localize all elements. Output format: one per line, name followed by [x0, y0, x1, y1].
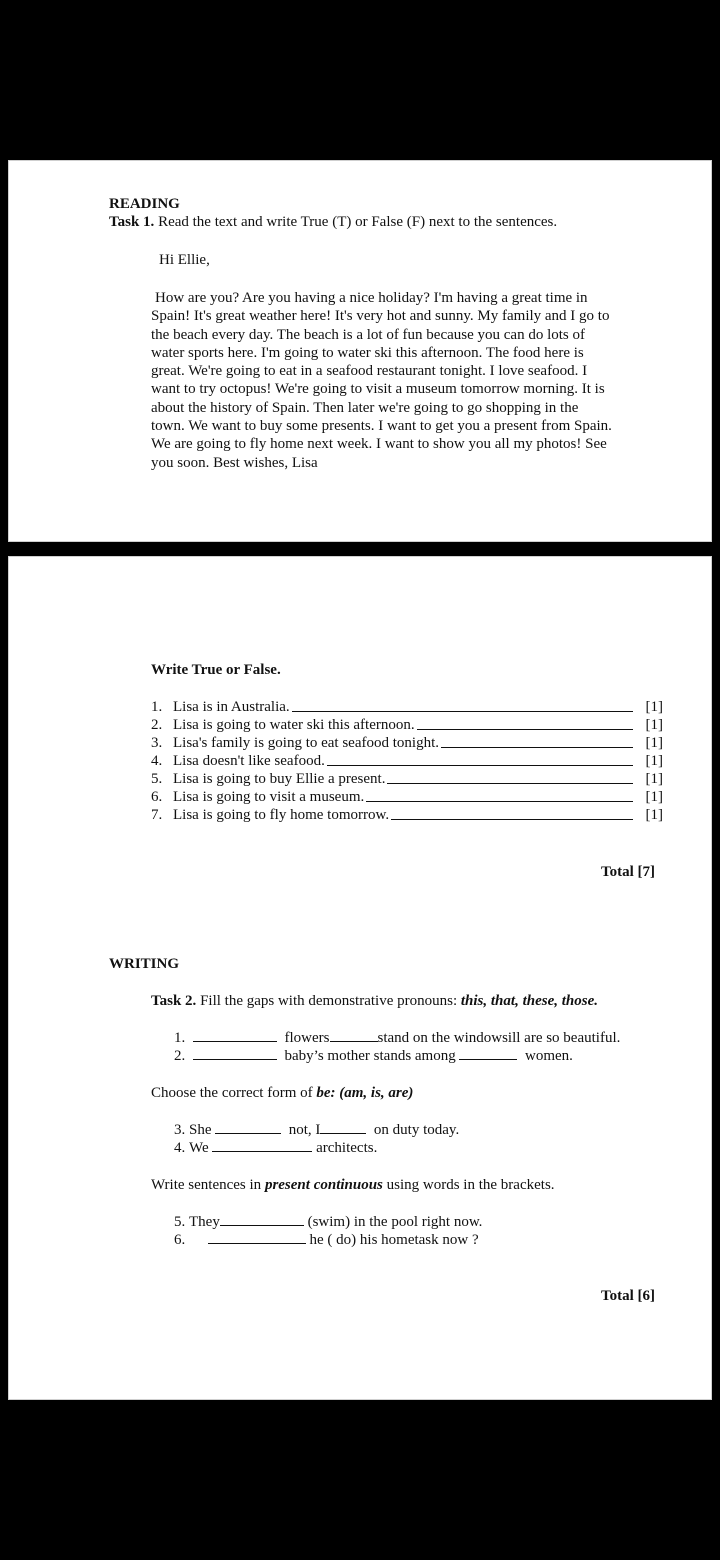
gap-blank[interactable]	[212, 1139, 312, 1152]
q5-row	[174, 1213, 482, 1231]
answer-line[interactable]	[387, 770, 633, 784]
tf-item	[151, 734, 663, 752]
q6-rest: he ( do) his hometask now ?	[309, 1232, 479, 1248]
gap-blank[interactable]	[459, 1047, 517, 1060]
q2-row	[193, 1047, 573, 1065]
true-false-heading: Write True or False.	[151, 662, 281, 678]
tf-item	[151, 788, 663, 806]
tf-item-text: Lisa doesn't like seafood.	[173, 753, 325, 769]
letter-line: want to try octopus! We're going to visit a museum tomorrow morning. It is	[151, 381, 605, 398]
tf-item-text: Lisa is going to buy Ellie a present.	[173, 771, 386, 787]
tf-item-num: 5.	[151, 771, 163, 787]
q1-rest: stand on the windowsill are so beautiful.	[377, 1030, 621, 1046]
letter-line: How are you? Are you having a nice holiday? I'm having a great time in	[155, 290, 588, 306]
task1-label: Task 1.	[109, 214, 155, 230]
q3-subject: She	[189, 1122, 212, 1138]
q2-text: baby’s mother stands among	[284, 1048, 456, 1064]
task2-words: this, that, these, those.	[460, 993, 598, 1009]
q4-num: 4.	[174, 1140, 186, 1156]
gap-blank[interactable]	[220, 1213, 304, 1226]
q1-row	[193, 1029, 620, 1047]
task2-text: Fill the gaps with demonstrative pronouns:	[196, 993, 461, 1009]
gap-blank[interactable]	[215, 1121, 281, 1134]
q4-rest: architects.	[316, 1140, 378, 1156]
reading-heading: READING	[109, 196, 180, 212]
answer-line[interactable]	[417, 716, 633, 730]
tf-item	[151, 698, 663, 716]
tf-item-mark: [1]	[645, 789, 663, 805]
answer-line[interactable]	[391, 806, 633, 820]
tf-item-mark: [1]	[645, 771, 663, 787]
be-words: be: (am, is, are)	[316, 1085, 414, 1101]
q2-num: 2.	[174, 1048, 186, 1064]
tf-item-text: Lisa is going to fly home tomorrow.	[173, 807, 390, 823]
tf-item-num: 7.	[151, 807, 163, 823]
tf-item-text: Lisa is going to water ski this afternoon.	[173, 717, 415, 733]
writing-heading: WRITING	[109, 956, 180, 972]
task2-instruction	[151, 992, 598, 1010]
tf-item	[151, 770, 663, 788]
answer-line[interactable]	[292, 698, 633, 712]
q5-num: 5.	[174, 1214, 186, 1230]
q6-num: 6.	[174, 1232, 186, 1248]
pc-instruction-a: Write sentences in	[151, 1177, 265, 1193]
q6-row	[174, 1231, 479, 1249]
letter-line: great. We're going to eat in a seafood restaurant tonight. I love seafood. I	[151, 363, 588, 380]
tf-item	[151, 806, 663, 824]
q3-num: 3.	[174, 1122, 186, 1138]
task1-instruction	[109, 213, 557, 231]
q5-subject: They	[189, 1214, 220, 1230]
q1-word: flowers	[284, 1030, 330, 1046]
answer-line[interactable]	[327, 752, 633, 766]
tf-item-num: 4.	[151, 753, 163, 769]
q3-rest: on duty today.	[373, 1122, 460, 1138]
tf-item-text: Lisa is going to visit a museum.	[173, 789, 365, 805]
q3-mid: not, I	[288, 1122, 321, 1138]
reading-total: Total [7]	[601, 864, 656, 880]
q2-rest: women.	[524, 1048, 573, 1064]
letter-line: you soon. Best wishes, Lisa	[151, 454, 318, 471]
gap-blank[interactable]	[193, 1047, 277, 1060]
letter-line: town. We want to buy some presents. I want to get you a present from Spain.	[151, 418, 612, 435]
tf-item-num: 2.	[151, 717, 163, 733]
gap-blank[interactable]	[193, 1029, 277, 1042]
tf-item-mark: [1]	[645, 699, 663, 715]
answer-line[interactable]	[366, 788, 633, 802]
q3-row	[174, 1121, 459, 1139]
gap-blank[interactable]	[330, 1029, 378, 1042]
task2-label: Task 2.	[151, 993, 197, 1009]
tf-item-num: 6.	[151, 789, 163, 805]
gap-blank[interactable]	[320, 1121, 366, 1134]
tf-item-num: 3.	[151, 735, 163, 751]
tf-item	[151, 716, 663, 734]
answer-line[interactable]	[441, 734, 633, 748]
pc-instruction-c: using words in the brackets.	[382, 1177, 555, 1193]
reading-page	[8, 160, 712, 542]
writing-total: Total [6]	[601, 1288, 656, 1304]
tf-item-text: Lisa is in Australia.	[173, 699, 290, 715]
letter-line: We are going to fly home next week. I want to show you all my photos! See	[151, 436, 607, 453]
letter-line: water sports here. I'm going to water ski this afternoon. The food here is	[151, 344, 584, 361]
gap-blank[interactable]	[208, 1231, 306, 1244]
task1-text: Read the text and write True (T) or False (F) next to the sentences.	[154, 214, 558, 230]
tf-item-num: 1.	[151, 699, 163, 715]
q1-num: 1.	[174, 1030, 186, 1046]
q4-subject: We	[189, 1140, 209, 1156]
pc-instruction-b: present continuous	[264, 1177, 383, 1193]
be-instruction-text: Choose the correct form of	[151, 1085, 317, 1101]
tf-item	[151, 752, 663, 770]
tf-item-mark: [1]	[645, 807, 663, 823]
tf-item-mark: [1]	[645, 717, 663, 733]
letter-body	[151, 289, 671, 472]
tf-item-mark: [1]	[645, 753, 663, 769]
letter-greeting: Hi Ellie,	[159, 252, 210, 268]
tf-item-mark: [1]	[645, 735, 663, 751]
q4-row	[174, 1139, 377, 1157]
q5-rest: (swim) in the pool right now.	[307, 1214, 483, 1230]
letter-line: about the history of Spain. Then later we're going to go shopping in the	[151, 399, 579, 416]
questions-page	[8, 556, 712, 1400]
tf-item-text: Lisa's family is going to eat seafood tonight.	[173, 735, 439, 751]
be-instruction	[151, 1084, 413, 1102]
letter-line: the beach every day. The beach is a lot of fun because you can do lots of	[151, 326, 586, 343]
letter-line: Spain! It's great weather here! It's very hot and sunny. My family and I go to	[151, 308, 610, 325]
pc-instruction	[151, 1176, 555, 1194]
